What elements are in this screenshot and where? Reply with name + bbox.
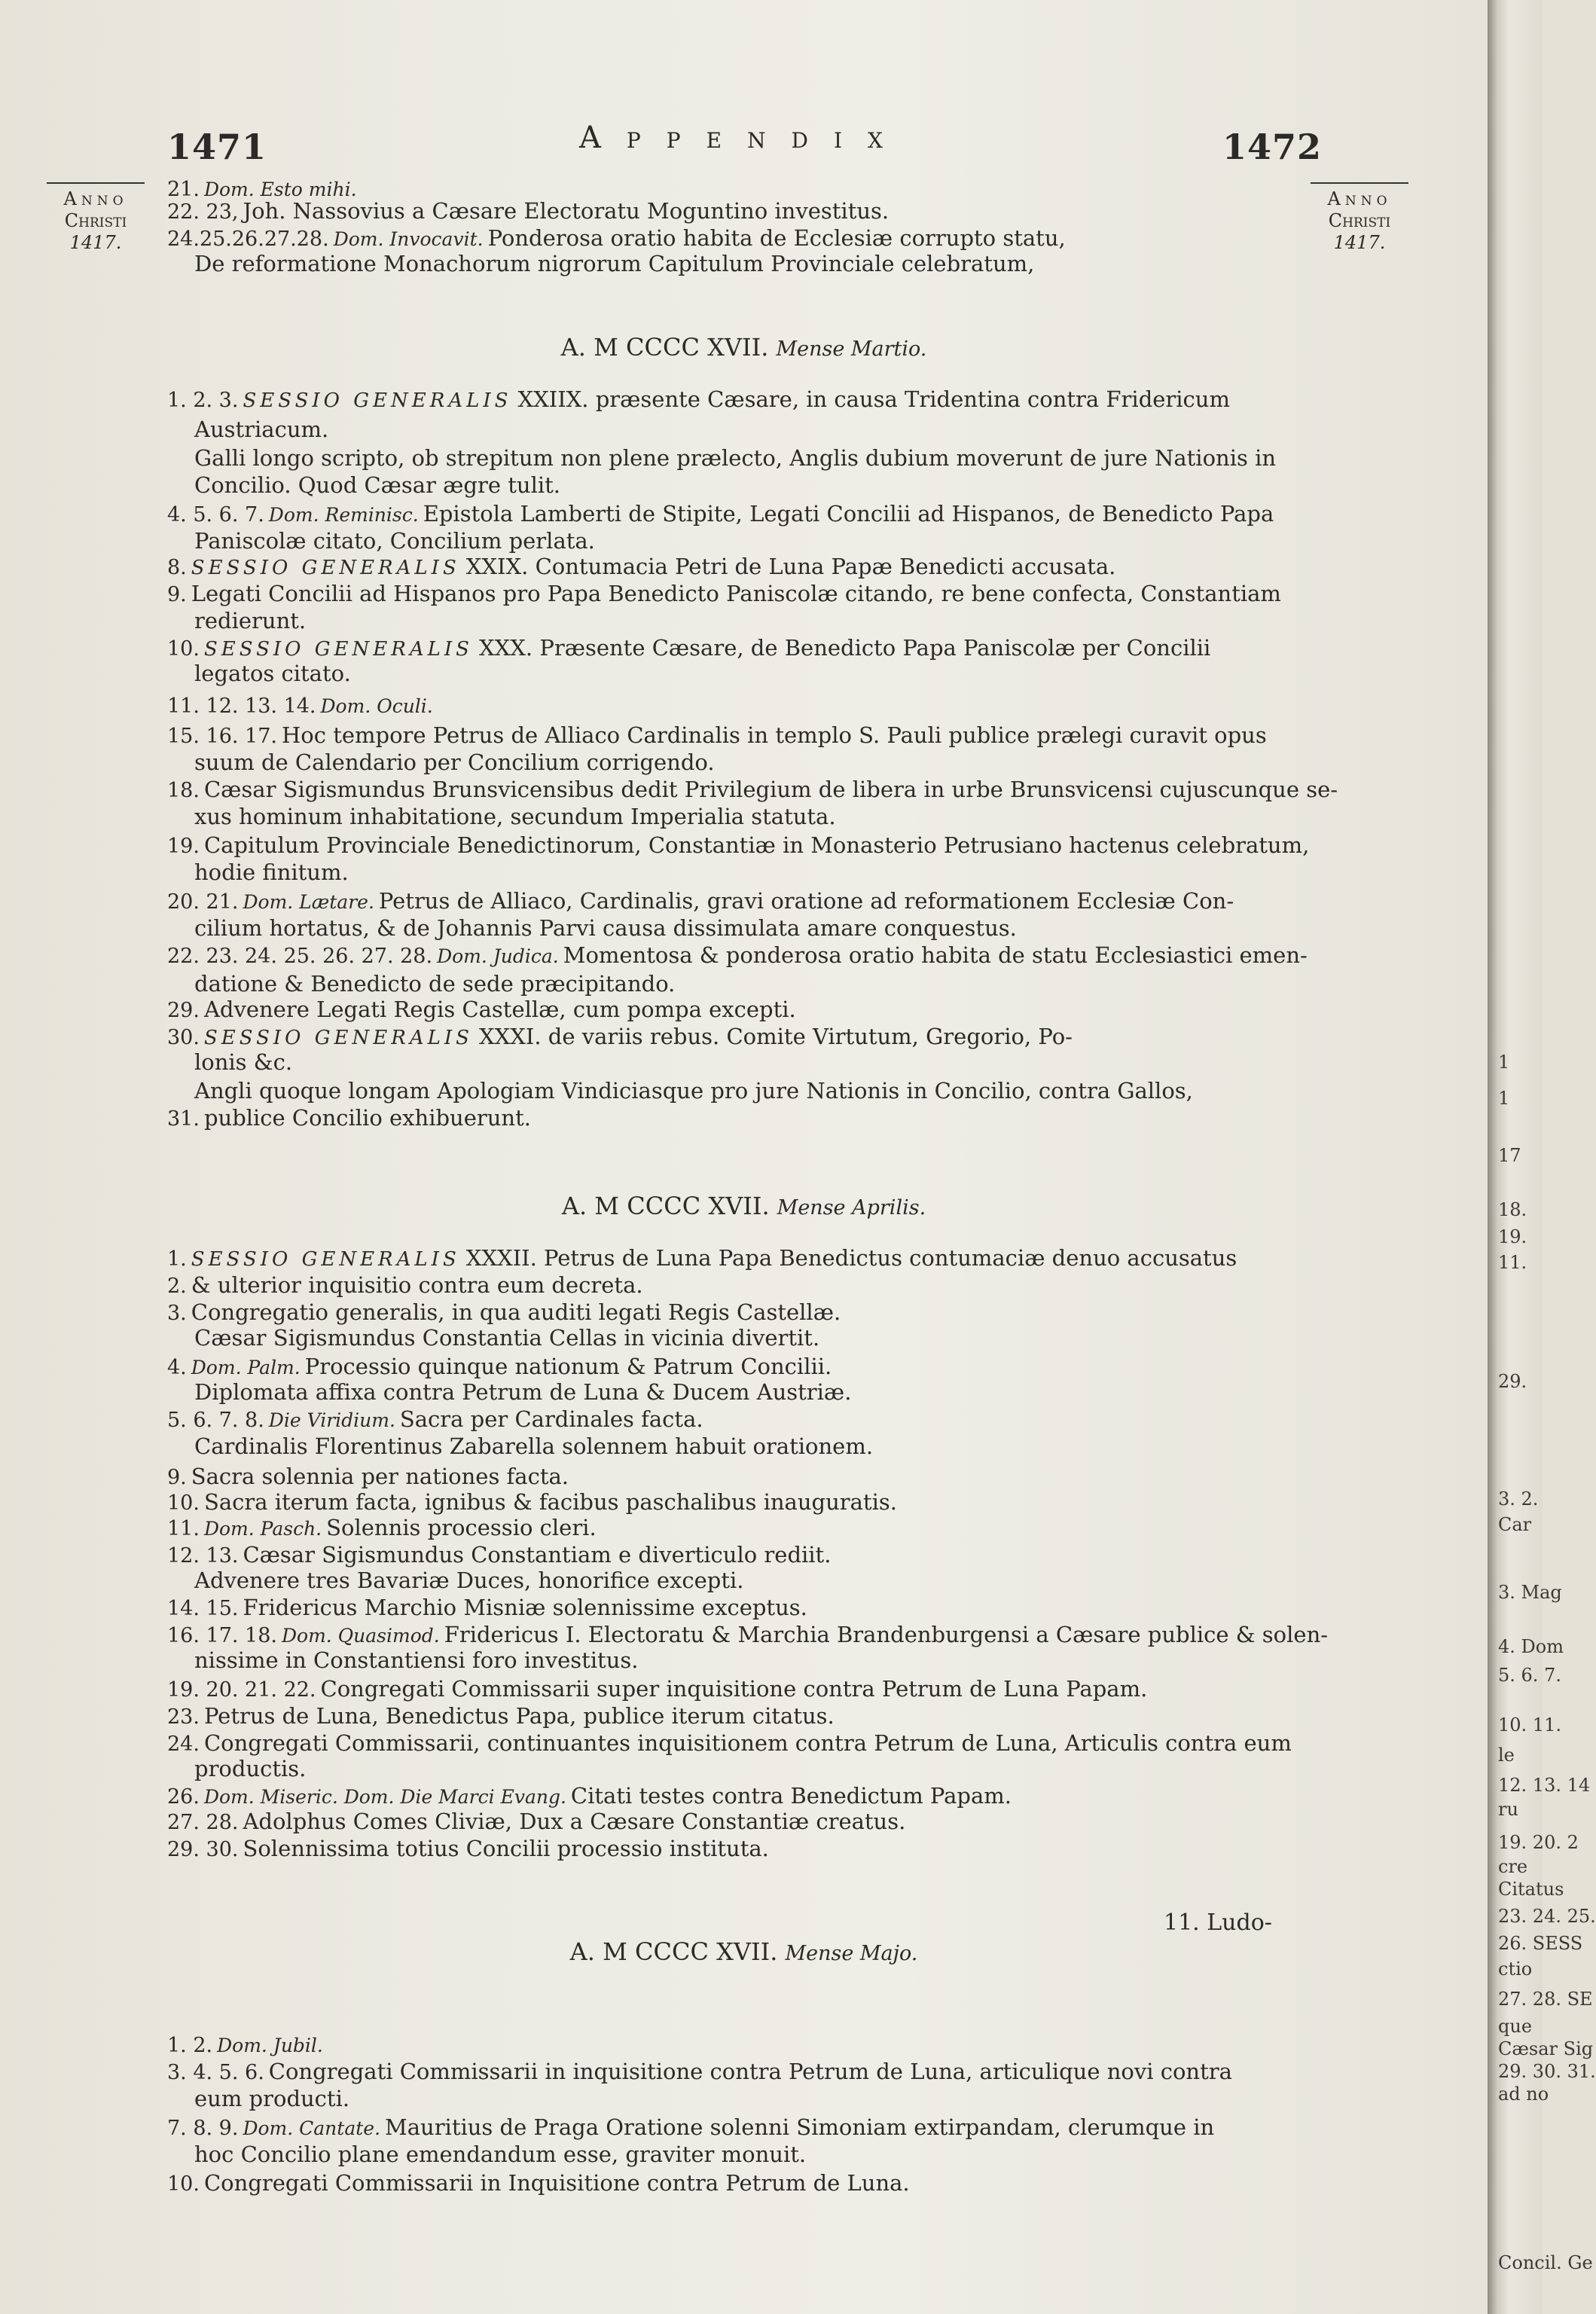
entry-day: 14. 15. bbox=[167, 1597, 239, 1620]
entry-line bbox=[167, 1271, 643, 1300]
entry-day: 7. 8. 9. bbox=[167, 2117, 239, 2140]
entry-day: 1. bbox=[167, 1247, 187, 1271]
entry-day: 19. bbox=[167, 835, 200, 858]
entry-text: redierunt. bbox=[194, 608, 307, 633]
entry-day: 11. bbox=[167, 1517, 200, 1540]
edge-fragment: Citatus bbox=[1498, 1879, 1564, 1900]
entry-text: Petrus de Luna, Benedictus Papa, publice iterum citatus. bbox=[203, 1703, 835, 1729]
left-page-number: 1471 bbox=[167, 127, 267, 167]
right-margin-note bbox=[1311, 182, 1408, 254]
entry-line bbox=[194, 1433, 873, 1460]
entry-day: 3. bbox=[167, 1302, 187, 1325]
entry-day: 19. 20. 21. 22. bbox=[167, 1678, 316, 1702]
entry-line bbox=[167, 1702, 835, 1731]
edge-fragment: le bbox=[1498, 1745, 1515, 1766]
entry-day: 10. bbox=[167, 637, 200, 661]
entry-text: hoc Concilio plane emendandum esse, graviter monuit. bbox=[194, 2142, 807, 2167]
entry-line bbox=[194, 607, 306, 634]
entry-line bbox=[167, 1835, 769, 1864]
session-label: SESSIO GENERALIS bbox=[191, 557, 460, 579]
entry-text: Galli longo scripto, ob strepitum non plene prælecto, Anglis dubium moverunt de jure Nationis in bbox=[194, 445, 1277, 471]
entry-text: Congregati Commissarii in inquisitione contra Petrum de Luna, articulique novi contra bbox=[268, 2059, 1232, 2084]
running-head: Appendix bbox=[579, 121, 908, 155]
entry-line bbox=[167, 1594, 807, 1623]
entry-text: datione & Benedicto de sede præcipitando. bbox=[194, 971, 676, 997]
entry-text: XXIX. Contumacia Petri de Luna Papæ Benedicti accusata. bbox=[465, 554, 1116, 579]
entry-line bbox=[167, 386, 1230, 414]
edge-fragment: 29. 30. 31. bbox=[1498, 2061, 1596, 2082]
entry-text: Solennissima totius Concilii processio instituta. bbox=[243, 1836, 769, 1861]
entry-line bbox=[194, 749, 715, 776]
entry-line bbox=[194, 1755, 306, 1782]
margin-word: Anno bbox=[63, 188, 128, 209]
entry-text: Fridericus Marchio Misniæ solennissime exceptus. bbox=[243, 1595, 807, 1620]
feast-label: Dom. Jubil. bbox=[217, 2035, 323, 2056]
entry-text: hodie finitum. bbox=[194, 859, 349, 885]
entry-day: 23. bbox=[167, 1705, 200, 1729]
entry-text: Concilio. Quod Cæsar ægre tulit. bbox=[194, 472, 560, 498]
year-heading: A. M CCCC XVII. bbox=[569, 1937, 778, 1966]
entry-line bbox=[167, 224, 1066, 253]
entry-text: Solennis processio cleri. bbox=[326, 1515, 597, 1540]
edge-fragment: que bbox=[1498, 2016, 1533, 2037]
entry-line bbox=[167, 996, 796, 1024]
entry-day: 18. bbox=[167, 779, 200, 802]
edge-fragment: 10. 11. bbox=[1498, 1714, 1561, 1736]
entry-line bbox=[194, 914, 1017, 942]
entry-line bbox=[194, 2141, 806, 2168]
entry-line bbox=[194, 1567, 743, 1594]
month-name: Mense Majo. bbox=[785, 1942, 918, 1965]
entry-day: 24.25.26.27.28. bbox=[167, 227, 329, 251]
edge-fragment: Car bbox=[1498, 1514, 1532, 1535]
entry-line bbox=[167, 580, 1281, 609]
entry-text: Congregatio generalis, in qua auditi legati Regis Castellæ. bbox=[191, 1299, 841, 1325]
edge-fragment: 18. bbox=[1498, 1199, 1527, 1220]
entry-line bbox=[167, 634, 1210, 663]
entry-line bbox=[194, 1324, 819, 1351]
month-heading bbox=[0, 1937, 1488, 1966]
entry-line bbox=[167, 887, 1234, 916]
entry-day: 27. 28. bbox=[167, 1811, 239, 1834]
edge-fragment: 3. Mag bbox=[1498, 1582, 1562, 1603]
entry-text: Paniscolæ citato, Concilium perlata. bbox=[194, 528, 595, 554]
edge-fragment: 23. 24. 25. bbox=[1498, 1906, 1596, 1927]
entry-day: 20. 21. bbox=[167, 890, 239, 914]
entry-line bbox=[167, 1729, 1292, 1758]
edge-fragment: 19. bbox=[1498, 1226, 1527, 1247]
entry-line bbox=[194, 416, 328, 443]
entry-line bbox=[167, 1244, 1237, 1273]
entry-text: productis. bbox=[194, 1756, 307, 1781]
edge-fragment: ctio bbox=[1498, 1958, 1533, 1980]
feast-label: Dom. Palm. bbox=[191, 1357, 301, 1378]
entry-text: Angli quoque longam Apologiam Vindiciasque pro jure Nationis in Concilio, contra Gallos, bbox=[194, 1078, 1193, 1104]
entry-line bbox=[194, 472, 560, 499]
entry-line bbox=[167, 1514, 597, 1543]
entry-text: Capitulum Provinciale Benedictinorum, Constantiæ in Monasterio Petrusiano hactenus celebratum, bbox=[203, 832, 1310, 858]
margin-year: 1417. bbox=[1333, 232, 1386, 253]
entry-line bbox=[194, 1647, 639, 1674]
entry-text: Ponderosa oratio habita de Ecclesiæ corrupto statu, bbox=[487, 225, 1066, 251]
entry-line bbox=[167, 1675, 1147, 1704]
feast-label: Dom. Cantate. bbox=[243, 2117, 381, 2139]
entry-line bbox=[194, 527, 595, 554]
entry-line bbox=[167, 2169, 910, 2198]
entry-line bbox=[167, 776, 1338, 804]
entry-day: 4. bbox=[167, 1356, 187, 1379]
entry-day: 2. bbox=[167, 1275, 187, 1298]
entry-text: Processio quinque nationum & Patrum Concilii. bbox=[304, 1354, 832, 1379]
entry-day: 21. bbox=[167, 178, 200, 201]
month-heading bbox=[0, 333, 1488, 362]
edge-fragment: 4. Dom bbox=[1498, 1636, 1564, 1657]
entry-text: Citati testes contra Benedictum Papam. bbox=[570, 1783, 1012, 1809]
year-heading: A. M CCCC XVII. bbox=[560, 333, 769, 362]
entry-line bbox=[167, 1541, 831, 1570]
catchword: 11. Ludo- bbox=[1164, 1910, 1272, 1936]
entry-line bbox=[194, 250, 1034, 277]
edge-fragment: ad no bbox=[1498, 2084, 1549, 2105]
edge-fragment: Cæsar Sig bbox=[1498, 2038, 1594, 2059]
entry-day: 12. 13. bbox=[167, 1544, 239, 1568]
feast-label: Die Viridium. bbox=[268, 1409, 395, 1431]
entry-text: & ulterior inquisitio contra eum decreta. bbox=[191, 1272, 643, 1298]
entry-day: 16. 17. 18. bbox=[167, 1624, 277, 1647]
entry-text: suum de Calendario per Concilium corrigendo. bbox=[194, 749, 715, 775]
entry-text: Hoc tempore Petrus de Alliaco Cardinalis in templo S. Pauli publice prælegi curavit opus bbox=[281, 722, 1267, 748]
entry-line bbox=[167, 2114, 1214, 2142]
session-label: SESSIO GENERALIS bbox=[203, 1027, 473, 1049]
entry-line bbox=[194, 859, 349, 886]
entry-day: 24. bbox=[167, 1732, 200, 1756]
entry-line bbox=[167, 2031, 328, 2059]
entry-text: Diplomata affixa contra Petrum de Luna & Ducem Austriæ. bbox=[194, 1379, 852, 1405]
entry-day: 29. bbox=[167, 999, 200, 1022]
entry-text: xus hominum inhabitatione, secundum Imperialia statuta. bbox=[194, 804, 836, 829]
edge-fragment: 17 bbox=[1498, 1145, 1521, 1166]
feast-label: Dom. Reminisc. bbox=[268, 504, 419, 526]
edge-fragment: 1 bbox=[1498, 1052, 1510, 1073]
next-page-edge bbox=[1488, 0, 1596, 2314]
entry-text: Joh. Nassovius a Cæsare Electoratu Moguntino investitus. bbox=[243, 198, 890, 224]
entry-text: publice Concilio exhibuerunt. bbox=[203, 1105, 531, 1131]
entry-day: 22. 23, bbox=[167, 200, 239, 224]
entry-text: Legati Concilii ad Hispanos pro Papa Benedicto Paniscolæ citando, re bene confecta, Constantiam bbox=[191, 581, 1281, 606]
entry-line bbox=[194, 444, 1276, 472]
entry-line bbox=[167, 1488, 897, 1517]
entry-line bbox=[167, 197, 889, 226]
edge-fragment: 1 bbox=[1498, 1088, 1510, 1109]
edge-fragment: Concil. Ge bbox=[1498, 2252, 1593, 2273]
entry-text: De reformatione Monachorum nigrorum Capitulum Provinciale celebratum, bbox=[194, 251, 1035, 276]
entry-line bbox=[167, 691, 438, 720]
session-label: SESSIO GENERALIS bbox=[203, 638, 473, 661]
entry-day: 10. bbox=[167, 1491, 200, 1515]
entry-text: eum producti. bbox=[194, 2086, 350, 2111]
entry-text: XXXI. de variis rebus. Comite Virtutum, Gregorio, Po- bbox=[478, 1024, 1073, 1049]
entry-day: 1. 2. bbox=[167, 2034, 213, 2057]
entry-day: 10. bbox=[167, 2172, 200, 2196]
entry-line bbox=[167, 2058, 1232, 2087]
entry-day: 22. 23. 24. 25. 26. 27. 28. bbox=[167, 945, 433, 968]
entry-day: 26. bbox=[167, 1785, 200, 1809]
entry-line bbox=[167, 1782, 1012, 1811]
entry-text: XXX. Præsente Cæsare, de Benedicto Papa Paniscolæ per Concilii bbox=[478, 635, 1211, 661]
session-label: SESSIO GENERALIS bbox=[191, 1248, 460, 1271]
edge-fragment: 5. 6. 7. bbox=[1498, 1665, 1561, 1686]
entry-text: lonis &c. bbox=[194, 1049, 293, 1075]
feast-label: Dom. Miseric. Dom. Die Marci Evang. bbox=[203, 1786, 566, 1808]
entry-line bbox=[167, 1299, 841, 1327]
entry-line bbox=[194, 660, 351, 687]
edge-fragment: 29. bbox=[1498, 1371, 1527, 1392]
edge-fragment: 27. 28. SE bbox=[1498, 1989, 1593, 2010]
entry-day: 3. 4. 5. 6. bbox=[167, 2061, 264, 2084]
entry-text: Congregati Commissarii, continuantes inquisitionem contra Petrum de Luna, Articulis contra eum bbox=[203, 1730, 1292, 1756]
feast-label: Dom. Quasimod. bbox=[281, 1625, 440, 1647]
month-heading bbox=[0, 1192, 1488, 1220]
entry-text: cilium hortatus, & de Johannis Parvi causa dissimulata amare conquestus. bbox=[194, 915, 1017, 941]
margin-word: Christi bbox=[64, 210, 127, 231]
entry-text: Cæsar Sigismundus Brunsvicensibus dedit Privilegium de libera in urbe Brunsvicensi cujuscunque se- bbox=[203, 777, 1338, 802]
left-margin-note bbox=[47, 182, 145, 254]
edge-fragment: 3. 2. bbox=[1498, 1488, 1539, 1510]
entry-text: Sacra per Cardinales facta. bbox=[399, 1406, 703, 1432]
entry-line bbox=[167, 722, 1267, 750]
entry-line bbox=[167, 1808, 905, 1836]
edge-fragment: cre bbox=[1498, 1856, 1528, 1877]
entry-text: XXIIX. præsente Cæsare, in causa Tridentina contra Fridericum bbox=[517, 386, 1230, 412]
entry-text: Cæsar Sigismundus Constantiam e diverticulo rediit. bbox=[243, 1542, 832, 1568]
entry-text: Advenere Legati Regis Castellæ, cum pompa excepti. bbox=[203, 997, 796, 1022]
entry-day: 5. 6. 7. 8. bbox=[167, 1409, 264, 1432]
entry-day: 31. bbox=[167, 1107, 200, 1131]
month-name: Mense Aprilis. bbox=[777, 1196, 926, 1220]
entry-line bbox=[167, 1463, 569, 1491]
entry-line bbox=[194, 1077, 1193, 1104]
edge-fragment: 11. bbox=[1498, 1252, 1527, 1273]
entry-day: 1. 2. 3. bbox=[167, 389, 239, 412]
entry-text: Cæsar Sigismundus Constantia Cellas in vicinia divertit. bbox=[194, 1325, 820, 1351]
edge-fragment: 12. 13. 14 bbox=[1498, 1775, 1591, 1796]
entry-day: 8. bbox=[167, 556, 187, 579]
margin-rule bbox=[1311, 182, 1408, 184]
entry-text: Sacra solennia per nationes facta. bbox=[191, 1464, 569, 1489]
entry-line bbox=[167, 1023, 1073, 1052]
entry-text: Petrus de Alliaco, Cardinalis, gravi oratione ad reformationem Ecclesiæ Con- bbox=[378, 888, 1234, 914]
entry-line bbox=[194, 1049, 292, 1076]
margin-year: 1417. bbox=[69, 232, 122, 253]
feast-label: Dom. Oculi. bbox=[320, 695, 433, 717]
entry-day: 29. 30. bbox=[167, 1838, 239, 1861]
entry-text: Momentosa & ponderosa oratio habita de statu Ecclesiastici emen- bbox=[563, 942, 1308, 968]
entry-line bbox=[167, 1104, 531, 1133]
entry-line bbox=[194, 2085, 349, 2112]
feast-label: Dom. Invocavit. bbox=[333, 228, 484, 250]
entry-line bbox=[167, 1406, 703, 1434]
entry-line bbox=[167, 942, 1308, 970]
feast-label: Dom. Esto mihi. bbox=[203, 179, 357, 200]
edge-fragment: 26. SESS bbox=[1498, 1933, 1583, 1954]
entry-text: Congregati Commissarii super inquisitione contra Petrum de Luna Papam. bbox=[320, 1676, 1148, 1702]
entry-text: Advenere tres Bavariæ Duces, honorifice excepti. bbox=[194, 1568, 744, 1593]
entry-day: 15. 16. 17. bbox=[167, 725, 277, 748]
entry-text: Epistola Lamberti de Stipite, Legati Concilii ad Hispanos, de Benedicto Papa bbox=[423, 501, 1274, 527]
edge-fragment: 19. 20. 2 bbox=[1498, 1832, 1579, 1853]
right-page-number: 1472 bbox=[1222, 127, 1323, 167]
margin-rule bbox=[47, 182, 145, 184]
margin-word: Christi bbox=[1328, 210, 1391, 231]
entry-text: XXXII. Petrus de Luna Papa Benedictus contumaciæ denuo accusatus bbox=[465, 1245, 1237, 1271]
entry-line bbox=[167, 1621, 1328, 1650]
entry-day: 4. 5. 6. 7. bbox=[167, 503, 264, 527]
entry-line bbox=[167, 1353, 832, 1381]
feast-label: Dom. Judica. bbox=[437, 945, 559, 967]
year-heading: A. M CCCC XVII. bbox=[561, 1192, 770, 1220]
entry-text: Mauritius de Praga Oratione solenni Simoniam extirpandam, clerumque in bbox=[385, 2114, 1215, 2140]
entry-line bbox=[194, 970, 675, 997]
entry-line bbox=[167, 553, 1115, 582]
session-label: SESSIO GENERALIS bbox=[243, 389, 512, 412]
entry-day: 30. bbox=[167, 1026, 200, 1049]
entry-day: 9. bbox=[167, 1466, 187, 1489]
entry-line bbox=[167, 500, 1274, 529]
entry-text: Cardinalis Florentinus Zabarella solennem habuit orationem. bbox=[194, 1433, 874, 1459]
entry-line bbox=[194, 1378, 851, 1406]
entry-day: 11. 12. 13. 14. bbox=[167, 695, 316, 718]
feast-label: Dom. Lætare. bbox=[243, 891, 374, 913]
entry-text: Austriacum. bbox=[194, 417, 329, 442]
entry-line bbox=[167, 832, 1309, 860]
feast-label: Dom. Pasch. bbox=[203, 1518, 322, 1540]
entry-day: 9. bbox=[167, 583, 187, 606]
edge-fragment: ru bbox=[1498, 1799, 1518, 1820]
entry-text: Adolphus Comes Cliviæ, Dux a Cæsare Constantiæ creatus. bbox=[243, 1809, 906, 1834]
entry-text: Fridericus I. Electoratu & Marchia Brandenburgensi a Cæsare publice & solen- bbox=[444, 1622, 1329, 1647]
entry-line bbox=[194, 803, 836, 830]
month-name: Mense Martio. bbox=[776, 337, 927, 361]
entry-text: Congregati Commissarii in Inquisitione contra Petrum de Luna. bbox=[203, 2170, 910, 2196]
entry-text: legatos citato. bbox=[194, 661, 351, 686]
entry-text: nissime in Constantiensi foro investitus. bbox=[194, 1647, 639, 1673]
entry-text: Sacra iterum facta, ignibus & facibus paschalibus inauguratis. bbox=[203, 1489, 897, 1515]
margin-word: Anno bbox=[1327, 188, 1392, 209]
